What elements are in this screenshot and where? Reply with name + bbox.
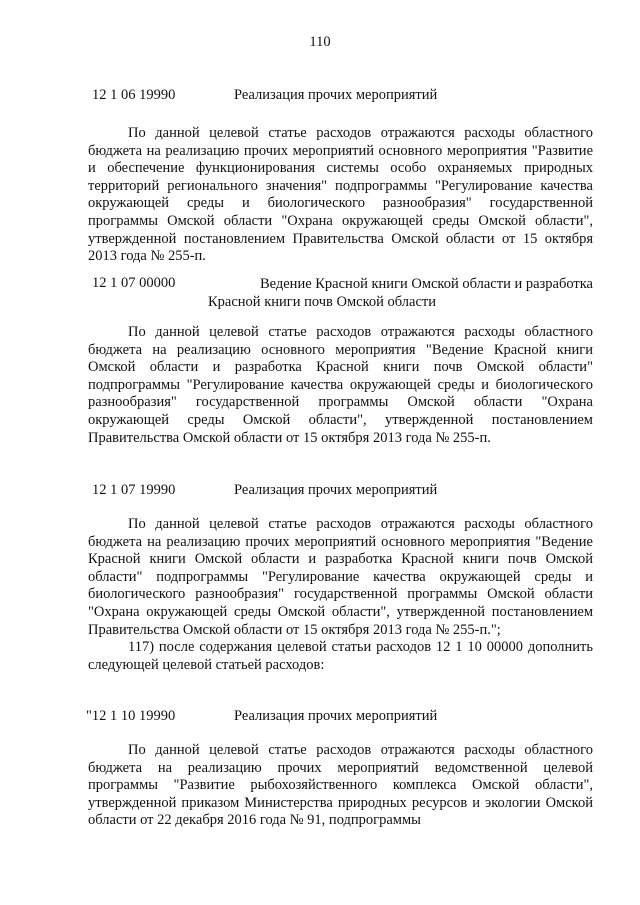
section-code: 12 1 07 19990 xyxy=(92,482,176,498)
section-paragraph: По данной целевой статье расходов отражаются расходы областного бюджета на реализацию прочих мероприятий основного мероприятия "Развитие и обеспечение функционирования системы особо охраняемых природных территорий регионального значения" подпрограммы "Регулирование качества окружающей среды и биологического разнообразия" государственной программы Омской области "Охрана окружающей среды Омской области", утвержденной постановлением Правительства Омской области от 15 октября 2013 года № 255-п. xyxy=(88,125,593,265)
section-code: "12 1 10 19990 xyxy=(86,708,176,724)
section-paragraph: По данной целевой статье расходов отражаются расходы областного бюджета на реализацию прочих мероприятий основного мероприятия "Ведение Красной книги Омской области и разработка Красной книги почв Омской области" подпрограммы "Регулирование качества окружающей среды и биологического разнообразия" государственной программы Омской области "Охрана окружающей среды Омской области", утвержденной постановлением Правительства Омской области от 15 октября 2013 года № 255-п."; xyxy=(88,516,593,638)
section-12-1-06-19990-body xyxy=(88,125,593,266)
section-title xyxy=(88,275,593,311)
section-title-line-1: Ведение Красной книги Омской области и разработка xyxy=(259,276,593,292)
section-paragraph: По данной целевой статье расходов отражаются расходы областного бюджета на реализацию основного мероприятия "Ведение Красной книги Омской области и разработка Красной книги почв Омской области" подпрограммы "Регулирование качества окружающей среды и биологического разнообразия" государственной программы Омской области "Охрана окружающей среды Омской области", утвержденной постановлением Правительства Омской области от 15 октября 2013 года № 255-п. xyxy=(88,324,593,446)
section-header xyxy=(88,275,593,311)
page-number: 110 xyxy=(309,34,331,50)
section-code: 12 1 06 19990 xyxy=(92,87,176,103)
section-12-1-07-19990 xyxy=(88,482,593,499)
section-12-1-07-19990-body xyxy=(88,516,593,674)
section-12-1-07-00000-body xyxy=(88,324,593,447)
section-title: Реализация прочих мероприятий xyxy=(234,482,438,498)
section-12-1-07-00000 xyxy=(88,275,593,311)
section-code: 12 1 07 00000 xyxy=(92,275,176,291)
section-header xyxy=(88,87,593,104)
section-title: Реализация прочих мероприятий xyxy=(234,87,438,103)
section-title-line-2: Красной книги почв Омской области xyxy=(208,294,436,310)
section-header xyxy=(88,708,593,725)
amendment-paragraph: 117) после содержания целевой статьи расходов 12 1 10 00000 дополнить следующей целевой статьей расходов: xyxy=(88,639,593,673)
section-title: Реализация прочих мероприятий xyxy=(234,708,438,724)
section-12-1-10-19990-body xyxy=(88,742,593,830)
section-paragraph: По данной целевой статье расходов отражаются расходы областного бюджета на реализацию прочих мероприятий ведомственной целевой программы "Развитие рыбохозяйственного комплекса Омской области", утвержденной приказом Министерства природных ресурсов и экологии Омской области от 22 декабря 2016 года № 91, подпрограммы xyxy=(88,742,593,829)
section-header xyxy=(88,482,593,499)
section-12-1-06-19990 xyxy=(88,87,593,104)
section-12-1-10-19990 xyxy=(88,708,593,725)
